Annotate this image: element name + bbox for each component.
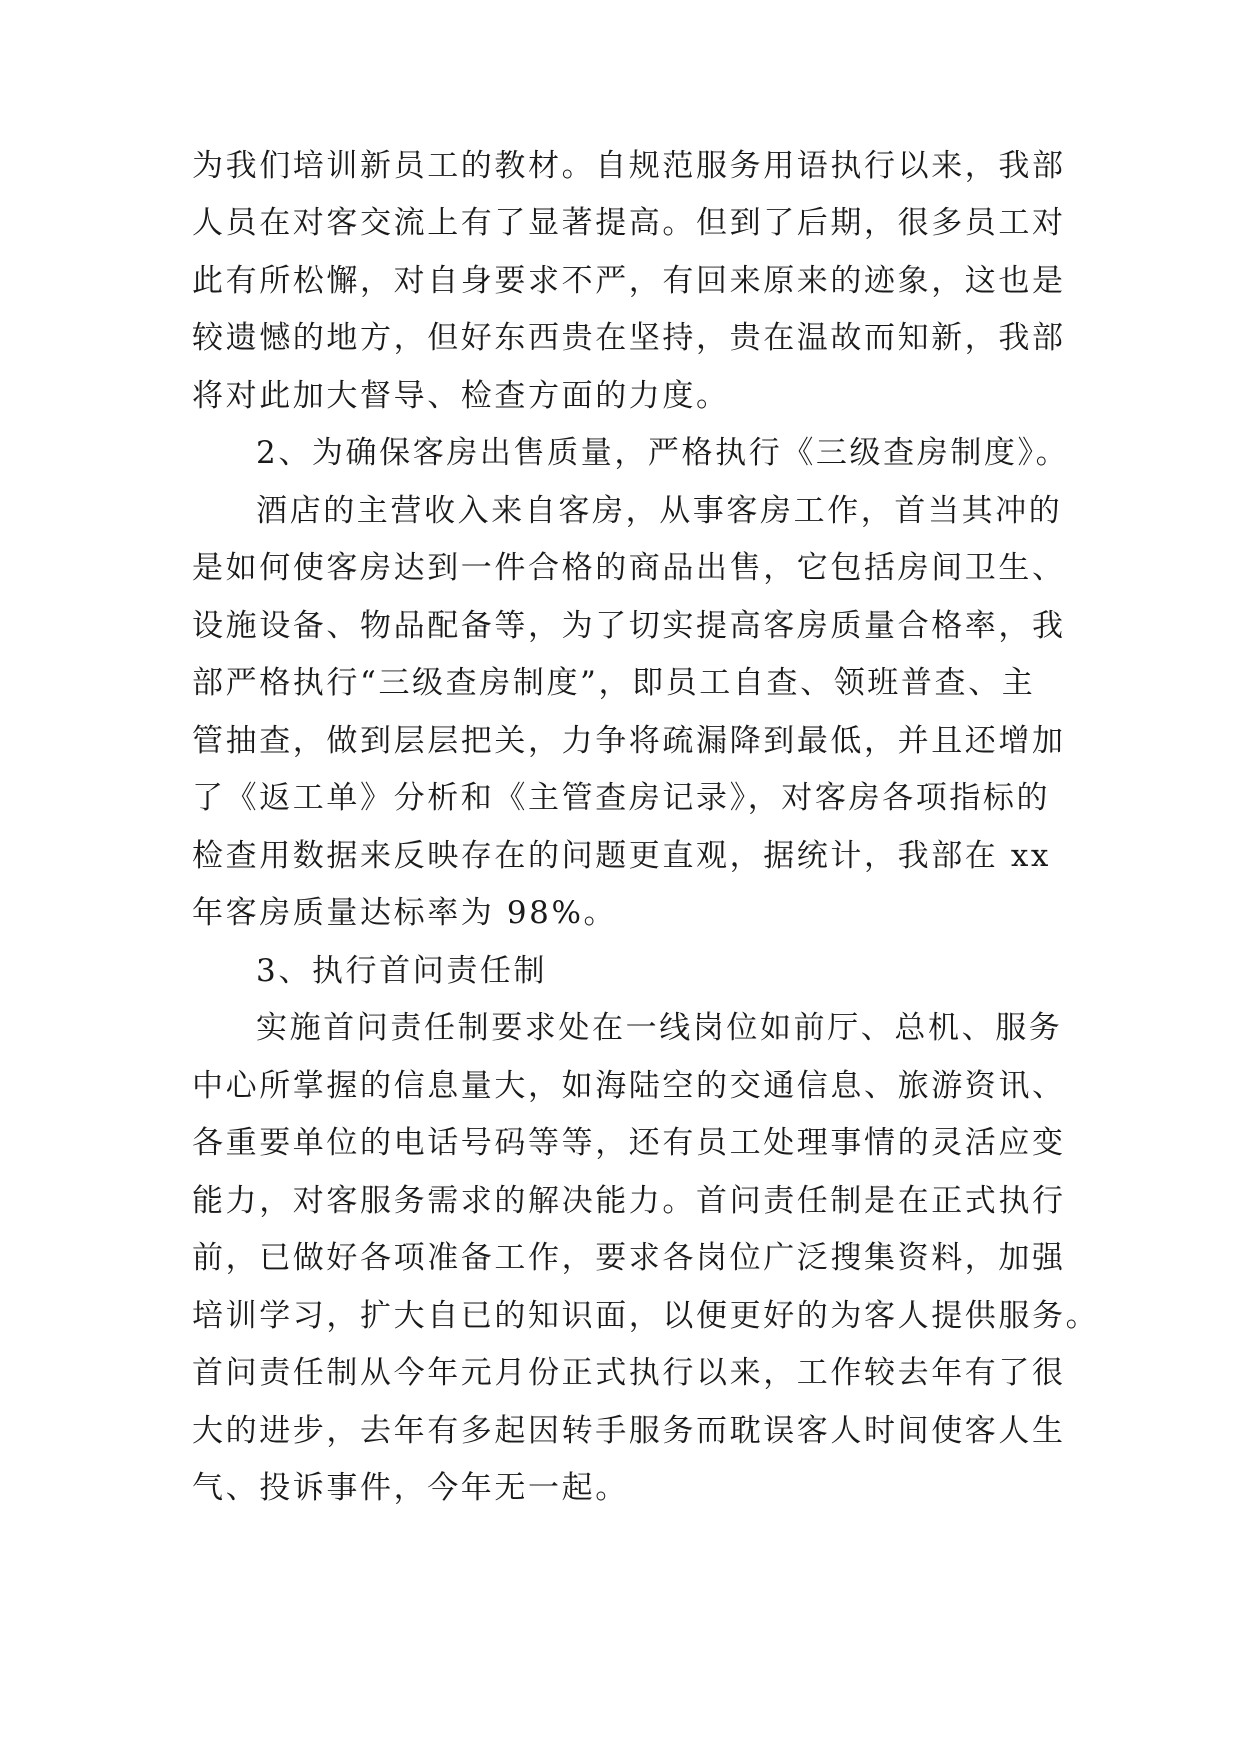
body-text-line: 部严格执行“三级查房制度”，即员工自查、领班普查、主: [192, 665, 1036, 701]
body-text-line: 酒店的主营收入来自客房，从事客房工作，首当其冲的: [256, 493, 1063, 529]
body-text-line: 气、投诉事件，今年无一起。: [192, 1470, 629, 1506]
section-heading-2: 2、为确保客房出售质量，严格执行《三级查房制度》。: [256, 435, 1070, 471]
body-text-line: 管抽查，做到层层把关，力争将疏漏降到最低，并且还增加: [192, 723, 1066, 759]
body-text-line: 了《返工单》分析和《主管查房记录》，对客房各项指标的: [192, 780, 1051, 816]
body-text-line: 设施设备、物品配备等，为了切实提高客房质量合格率，我: [192, 608, 1066, 644]
section-heading-3: 3、执行首问责任制: [256, 953, 548, 989]
body-text-line: 大的进步，去年有多起因转手服务而耽误客人时间使客人生: [192, 1413, 1066, 1449]
body-text-line: 将对此加大督导、检查方面的力度。: [192, 378, 730, 414]
body-text-line: 各重要单位的电话号码等等，还有员工处理事情的灵活应变: [192, 1125, 1066, 1161]
body-text-line: 培训学习，扩大自已的知识面，以便更好的为客人提供服务。: [192, 1298, 1100, 1334]
body-text-line: 实施首问责任制要求处在一线岗位如前厅、总机、服务: [256, 1010, 1063, 1046]
body-text-line: 中心所掌握的信息量大，如海陆空的交通信息、旅游资讯、: [192, 1068, 1066, 1104]
body-text-line: 较遗憾的地方，但好东西贵在坚持，贵在温故而知新，我部: [192, 320, 1066, 356]
body-text-line: 此有所松懈，对自身要求不严，有回来原来的迹象，这也是: [192, 263, 1066, 299]
body-text-line: 首问责任制从今年元月份正式执行以来，工作较去年有了很: [192, 1355, 1066, 1391]
body-text-line: 能力，对客服务需求的解决能力。首问责任制是在正式执行: [192, 1183, 1066, 1219]
body-text-line: 为我们培训新员工的教材。自规范服务用语执行以来，我部: [192, 148, 1066, 184]
body-text-line: 检查用数据来反映存在的问题更直观，据统计，我部在 xx: [192, 838, 1052, 874]
body-text-line: 是如何使客房达到一件合格的商品出售，它包括房间卫生、: [192, 550, 1066, 586]
body-text-line: 年客房质量达标率为 98%。: [192, 895, 618, 931]
body-text-line: 人员在对客交流上有了显著提高。但到了后期，很多员工对: [192, 205, 1066, 241]
body-text-line: 前，已做好各项准备工作，要求各岗位广泛搜集资料，加强: [192, 1240, 1066, 1276]
